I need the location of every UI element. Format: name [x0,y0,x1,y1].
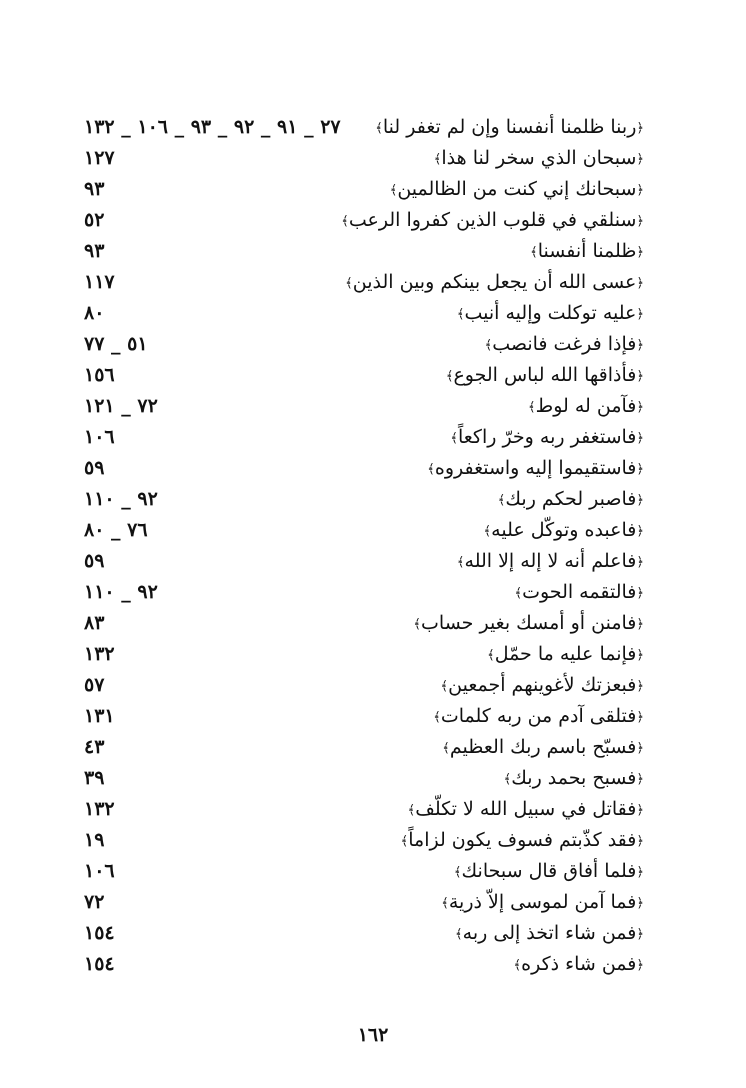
verse-text: ﴿فإنما عليه ما حمّل﴾ [487,643,644,665]
verse-text: ﴿عليه توكلت وإليه أنيب﴾ [456,302,644,324]
verse-text-content: فتلقى آدم من ربه كلمات [440,705,637,727]
index-row [84,515,644,546]
verse-text-content: سبحانك إني كنت من الظالمين [397,178,637,200]
page-references: ١٣١ [84,705,115,727]
verse-text-content: سنلقي في قلوب الذين كفروا الرعب [348,209,637,231]
page-references: ١٩ [84,829,105,851]
verse-text: ﴿سنلقي في قلوب الذين كفروا الرعب﴾ [341,209,644,231]
page-references: ٥٩ [84,550,105,572]
index-row [84,949,644,980]
page-references: ٩٣ [84,178,105,200]
verse-text: ﴿سبحان الذي سخر لنا هذا﴾ [433,147,644,169]
page-references: ٣٩ [84,767,105,789]
page-references: ١٥٦ [84,364,115,386]
index-row [84,825,644,856]
page-references: ٥٢ [84,209,105,231]
index-row [84,174,644,205]
index-row [84,856,644,887]
page-references: ٨٣ [84,612,105,634]
page-references: ٩٣ [84,240,105,262]
index-row [84,484,644,515]
verse-text-content: فاستقيموا إليه واستغفروه [434,457,637,479]
verse-text-content: عليه توكلت وإليه أنيب [464,302,637,324]
verse-text-content: فأذاقها الله لباس الجوع [453,364,637,386]
index-row [84,608,644,639]
page-references: ١٣٢ [84,643,115,665]
verse-text-content: فالتقمه الحوت [522,581,637,603]
verse-text-content: فامنن أو أمسك بغير حساب [421,612,637,634]
index-row [84,701,644,732]
verse-text: ﴿فما آمن لموسى إلاّ ذرية﴾ [441,891,644,913]
page-references: ١٥٤ [84,953,115,975]
page-references: ٥١ _ ٧٧ [84,333,148,355]
verse-text-content: فاعبده وتوكّل عليه [491,519,637,541]
page-references: ٢٧ _ ٩١ _ ٩٢ _ ٩٣ _ ١٠٦ _ ١٣٢ [84,116,341,138]
page-references: ٥٧ [84,674,105,696]
index-row [84,732,644,763]
verse-index-list [84,112,644,980]
verse-text: ﴿فاعبده وتوكّل عليه﴾ [483,519,644,541]
page-references: ٤٣ [84,736,105,758]
index-row [84,763,644,794]
page-references: ٧٦ _ ٨٠ [84,519,148,541]
index-row [84,205,644,236]
verse-text: ﴿عسى الله أن يجعل بينكم وبين الذين﴾ [345,271,644,293]
verse-text-content: فبعزتك لأغوينهم أجمعين [448,674,637,696]
verse-text-content: ربنا ظلمنا أنفسنا وإن لم تغفر لنا [382,116,637,138]
verse-text-content: فآمن له لوط [535,395,637,417]
verse-text: ﴿فاعلم أنه لا إله إلا الله﴾ [456,550,644,572]
page-number: ١٦٢ [357,1024,389,1046]
verse-text: ﴿فسبح بحمد ربك﴾ [503,767,644,789]
index-row [84,112,644,143]
verse-text: ﴿فإذا فرغت فانصب﴾ [484,333,644,355]
verse-text: ﴿ظلمنا أنفسنا﴾ [530,240,644,262]
index-row [84,670,644,701]
verse-text: ﴿فالتقمه الحوت﴾ [514,581,644,603]
verse-text: ﴿فسبّح باسم ربك العظيم﴾ [442,736,644,758]
verse-text: ﴿فمن شاء ذكره﴾ [513,953,644,975]
index-row [84,329,644,360]
verse-text-content: فلما أفاق قال سبحانك [461,860,637,882]
index-row [84,143,644,174]
verse-text: ﴿فتلقى آدم من ربه كلمات﴾ [433,705,644,727]
index-row [84,298,644,329]
verse-text-content: فاصبر لحكم ربك [505,488,637,510]
verse-text-content: ظلمنا أنفسنا [537,240,637,262]
page-references: ٨٠ [84,302,105,324]
verse-text-content: فسبح بحمد ربك [511,767,637,789]
page-references: ٧٢ _ ١٢١ [84,395,158,417]
page-references: ٩٢ _ ١١٠ [84,581,158,603]
verse-text-content: سبحان الذي سخر لنا هذا [441,147,637,169]
index-row [84,794,644,825]
verse-text: ﴿ربنا ظلمنا أنفسنا وإن لم تغفر لنا﴾ [375,116,644,138]
verse-text: ﴿فامنن أو أمسك بغير حساب﴾ [413,612,644,634]
index-row [84,267,644,298]
index-row [84,422,644,453]
verse-text-content: فما آمن لموسى إلاّ ذرية [448,891,637,913]
verse-text-content: فمن شاء ذكره [521,953,637,975]
page-references: ١٠٦ [84,426,115,448]
verse-text: ﴿سبحانك إني كنت من الظالمين﴾ [389,178,644,200]
verse-text: ﴿فأذاقها الله لباس الجوع﴾ [445,364,644,386]
page-references: ١٣٢ [84,798,115,820]
page-references: ٧٢ [84,891,105,913]
index-row [84,360,644,391]
verse-text-content: فاستغفر ربه وخرّ راكعاً [457,426,637,448]
index-row [84,391,644,422]
index-row [84,577,644,608]
page-references: ٥٩ [84,457,105,479]
verse-text-content: فسبّح باسم ربك العظيم [449,736,637,758]
verse-text: ﴿فاصبر لحكم ربك﴾ [497,488,644,510]
verse-text: ﴿فاستقيموا إليه واستغفروه﴾ [427,457,644,479]
verse-text: ﴿فاستغفر ربه وخرّ راكعاً﴾ [450,426,644,448]
verse-text-content: فاعلم أنه لا إله إلا الله [464,550,637,572]
verse-text-content: فقد كذّبتم فسوف يكون لزاماً [408,829,637,851]
index-row [84,918,644,949]
index-row [84,453,644,484]
index-row [84,639,644,670]
index-row [84,887,644,918]
verse-text: ﴿فقد كذّبتم فسوف يكون لزاماً﴾ [400,829,644,851]
page-references: ١٢٧ [84,147,115,169]
verse-text: ﴿فبعزتك لأغوينهم أجمعين﴾ [440,674,644,696]
verse-text-content: فإنما عليه ما حمّل [494,643,637,665]
verse-text: ﴿فمن شاء اتخذ إلى ربه﴾ [455,922,644,944]
page-references: ٩٢ _ ١١٠ [84,488,158,510]
page-references: ١١٧ [84,271,115,293]
page-references: ١٥٤ [84,922,115,944]
verse-text: ﴿فآمن له لوط﴾ [528,395,644,417]
verse-text-content: فقاتل في سبيل الله لا تكلّف [415,798,637,820]
index-row [84,236,644,267]
verse-text: ﴿فقاتل في سبيل الله لا تكلّف﴾ [407,798,644,820]
verse-text-content: فمن شاء اتخذ إلى ربه [462,922,637,944]
verse-text-content: عسى الله أن يجعل بينكم وبين الذين [352,271,637,293]
verse-text-content: فإذا فرغت فانصب [492,333,637,355]
verse-text: ﴿فلما أفاق قال سبحانك﴾ [453,860,644,882]
page-references: ١٠٦ [84,860,115,882]
index-row [84,546,644,577]
